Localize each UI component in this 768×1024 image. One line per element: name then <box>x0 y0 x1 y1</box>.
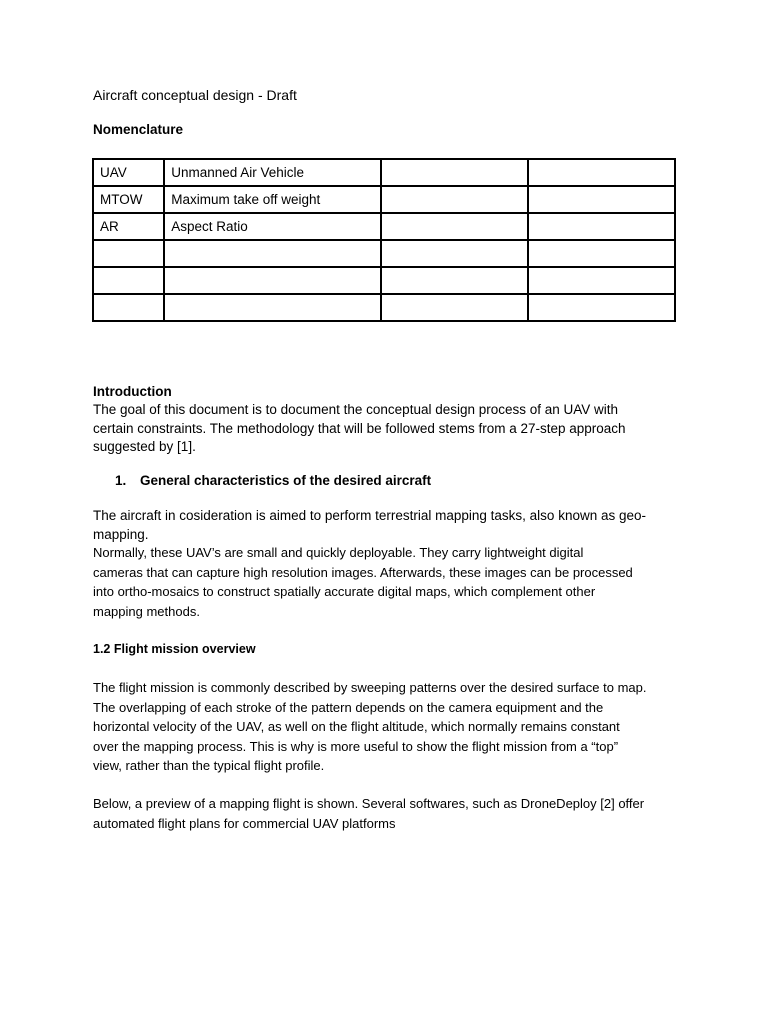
table-cell <box>164 294 381 321</box>
table-cell <box>528 294 675 321</box>
text-line: view, rather than the typical flight profile. <box>93 758 325 773</box>
table-cell <box>93 240 164 267</box>
section-number: 1. <box>115 473 127 488</box>
table-cell-definition: Maximum take off weight <box>164 186 381 213</box>
table-cell <box>381 294 528 321</box>
text-line: suggested by [1]. <box>93 439 196 454</box>
table-row <box>93 186 675 213</box>
text-line: cameras that can capture high resolution images. Afterwards, these images can be processed <box>93 564 633 580</box>
table-row <box>93 213 675 240</box>
table-cell-abbreviation: AR <box>93 213 164 240</box>
table-cell <box>381 240 528 267</box>
table-row <box>93 267 675 294</box>
table-row <box>93 240 675 267</box>
text-line: mapping. <box>93 526 149 542</box>
text-line: mapping methods. <box>93 603 200 619</box>
text-line: into ortho-mosaics to construct spatially accurate digital maps, which complement other <box>93 584 596 599</box>
flight-mission-paragraph-2 <box>93 794 683 833</box>
text-line: over the mapping process. This is why is more useful to show the flight mission from a “top” <box>93 738 619 754</box>
section-1-heading <box>115 472 431 490</box>
flight-mission-paragraph-1 <box>93 678 683 776</box>
section-title: General characteristics of the desired aircraft <box>140 473 432 488</box>
text-line: The overlapping of each stroke of the pattern depends on the camera equipment and the <box>93 699 604 715</box>
text-line: certain constraints. The methodology that will be followed stems from a 27-step approach <box>93 420 626 436</box>
text-line: Below, a preview of a mapping flight is shown. Several softwares, such as DroneDeploy [2] offer <box>93 796 645 811</box>
table-row <box>93 159 675 186</box>
section-1-paragraph-a <box>93 507 683 544</box>
table-cell <box>528 240 675 267</box>
table-cell <box>164 267 381 294</box>
text-line: horizontal velocity of the UAV, as well on the flight altitude, which normally remains constant <box>93 719 620 734</box>
table-cell <box>528 186 675 213</box>
text-line: The flight mission is commonly described by sweeping patterns over the desired surface to map. <box>93 680 647 695</box>
table-cell <box>381 213 528 240</box>
document-title: Aircraft conceptual design - Draft <box>93 87 297 103</box>
table-cell-abbreviation: UAV <box>93 159 164 186</box>
introduction-heading: Introduction <box>93 384 172 399</box>
text-line: Normally, these UAV’s are small and quickly deployable. They carry lightweight digital <box>93 545 584 560</box>
section-1-2-heading: 1.2 Flight mission overview <box>93 642 256 656</box>
table-cell <box>93 267 164 294</box>
table-cell <box>381 186 528 213</box>
section-1-paragraph-b <box>93 543 683 621</box>
table-cell <box>381 267 528 294</box>
text-line: The aircraft in cosideration is aimed to perform terrestrial mapping tasks, also known as geo- <box>93 508 646 523</box>
table-row <box>93 294 675 321</box>
table-cell <box>93 294 164 321</box>
table-cell <box>381 159 528 186</box>
table-cell <box>528 159 675 186</box>
table-cell-definition: Unmanned Air Vehicle <box>164 159 381 186</box>
table-cell <box>164 240 381 267</box>
text-line: The goal of this document is to document the conceptual design process of an UAV with <box>93 402 619 417</box>
text-line: automated flight plans for commercial UAV platforms <box>93 815 396 831</box>
table-cell-abbreviation: MTOW <box>93 186 164 213</box>
nomenclature-heading: Nomenclature <box>93 122 184 137</box>
introduction-paragraph <box>93 401 683 457</box>
table-cell-definition: Aspect Ratio <box>164 213 381 240</box>
nomenclature-table <box>92 158 676 322</box>
table-cell <box>528 267 675 294</box>
table-cell <box>528 213 675 240</box>
